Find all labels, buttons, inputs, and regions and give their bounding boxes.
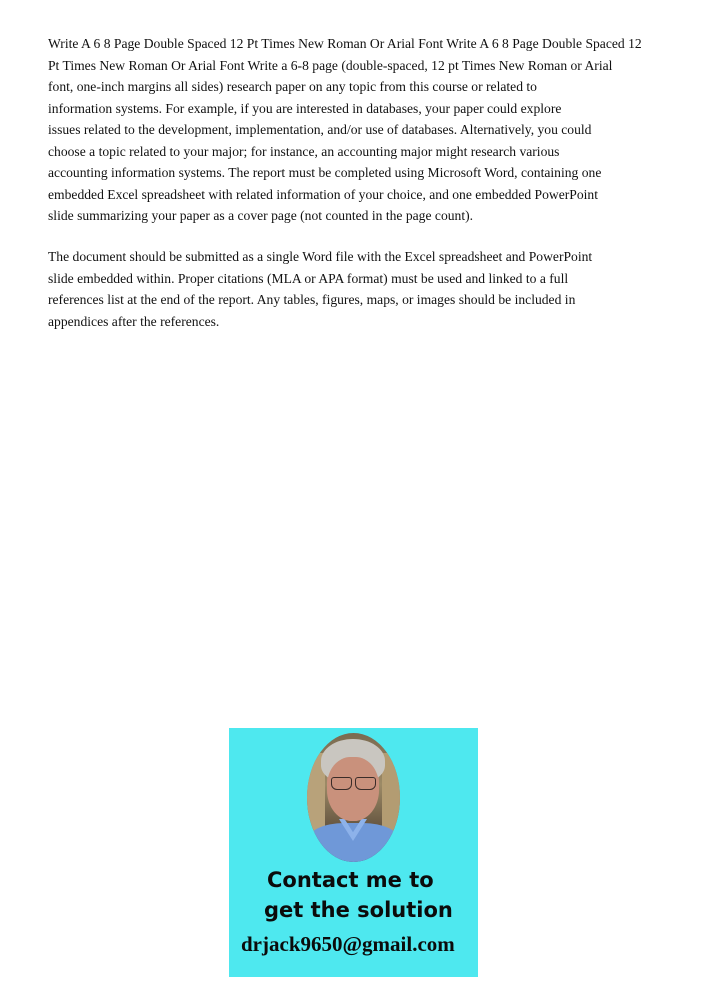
glasses-icon (355, 777, 376, 790)
text-line: slide summarizing your paper as a cover page (not counted in the page count). (48, 208, 474, 223)
text-line: references list at the end of the report. Any tables, figures, maps, or images should be included in (48, 292, 576, 307)
contact-promo-banner (229, 728, 478, 977)
portrait-shirt (307, 823, 400, 862)
portrait-photo (307, 733, 400, 862)
promo-headline-line1: Contact me to (267, 868, 434, 892)
text-line: appendices after the references. (48, 313, 220, 329)
text-line: issues related to the development, implementation, and/or use of databases. Alternatively, you could (48, 122, 592, 137)
text-line: slide embedded within. Proper citations (MLA or APA format) must be used and linked to a full (48, 270, 569, 286)
text-line: font, one-inch margins all sides) research paper on any topic from this course or related to (48, 79, 537, 94)
text-line: The document should be submitted as a single Word file with the Excel spreadsheet and PowerPoint (48, 249, 593, 264)
contact-email: drjack9650@gmail.com (241, 932, 455, 956)
paragraph-1 (48, 33, 688, 227)
text-line: Pt Times New Roman Or Arial Font Write a 6-8 page (double-spaced, 12 pt Times New Roman or Arial (48, 57, 613, 73)
paragraph-2 (48, 246, 688, 332)
glasses-icon (331, 777, 352, 790)
text-line: Write A 6 8 Page Double Spaced 12 Pt Times New Roman Or Arial Font Write A 6 8 Page Double Spaced 12 (48, 36, 642, 51)
text-line: choose a topic related to your major; for instance, an accounting major might research various (48, 143, 560, 159)
text-line: embedded Excel spreadsheet with related information of your choice, and one embedded PowerPoint (48, 186, 598, 202)
promo-headline-line2: get the solution (264, 898, 453, 922)
text-line: accounting information systems. The report must be completed using Microsoft Word, containing one (48, 165, 602, 180)
text-line: information systems. For example, if you are interested in databases, your paper could explore (48, 100, 562, 116)
